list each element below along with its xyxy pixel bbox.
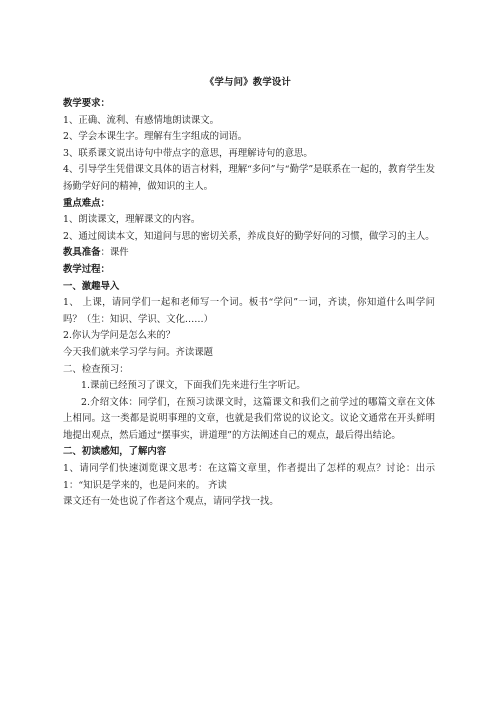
difficulty-heading: 重点难点：	[63, 197, 110, 209]
step3-line: 1、请同学们快速浏览课文思考：在这篇文章里，作者提出了怎样的观点？讨论：出示1：“知识是学来的，也是问来的。 齐读	[63, 463, 435, 491]
step1-heading: 一、激趣导入	[63, 280, 120, 292]
requirement-item: 4、引导学生凭借课文具体的语言材料，理解“多问”与“勤学”是联系在一起的，教育学生发扬勤学好问的精神，做知识的主人。	[63, 164, 436, 192]
tools-line	[63, 245, 435, 262]
requirements-heading: 教学要求：	[63, 98, 110, 109]
requirement-item: 1、正确、流利、有感情地朗读课文。	[63, 114, 219, 126]
difficulty-item: 2、通过阅读本文，知道问与思的密切关系，养成良好的勤学好问的习惯，做学习的主人。	[63, 230, 435, 242]
step1-line: 2.你认为学问是怎么来的？	[63, 330, 176, 342]
step2-line: 1.课前已经预习了课文，下面我们先来进行生字听记。	[81, 380, 306, 392]
process-heading: 教学过程：	[63, 263, 110, 275]
step3-line: 课文还有一处也说了作者这个观点，请同学找一找。	[63, 496, 279, 508]
step1-line: 今天我们就来学习学与问。齐读课题	[63, 346, 214, 358]
tools-label: 教具准备	[63, 247, 101, 259]
step2-heading: 二、检查预习：	[63, 363, 129, 375]
step1-line: 1、 上课，请同学们一起和老师写一个词。板书“学问”一词，齐读，你知道什么叫学问吗？（生：知识、学识、文化……）	[63, 297, 435, 325]
step2-line: 2.介绍文体：同学们，在预习读课文时，这篇课文和我们之前学过的哪篇文章在文体上相同。这一类都是说明事理的文章，也就是我们常说的议论文。议论文通常在开头鲜明地提出观点，然后通过“摆事实，讲道理”的方法阐述自己的观点，最后得出结论。	[63, 396, 435, 441]
difficulty-item: 1、朗读课文，理解课文的内容。	[63, 214, 201, 226]
step3-heading: 二、初读感知，了解内容	[63, 446, 167, 458]
tools-value: ：课件	[100, 247, 129, 259]
requirement-item: 2、学会本课生字。理解有生字组成的词语。	[63, 131, 248, 143]
document-title: 《学与问》教学设计	[204, 77, 292, 88]
document-body	[63, 96, 435, 511]
requirement-item: 3、联系课文说出诗句中带点字的意思，再理解诗句的意思。	[63, 147, 313, 159]
